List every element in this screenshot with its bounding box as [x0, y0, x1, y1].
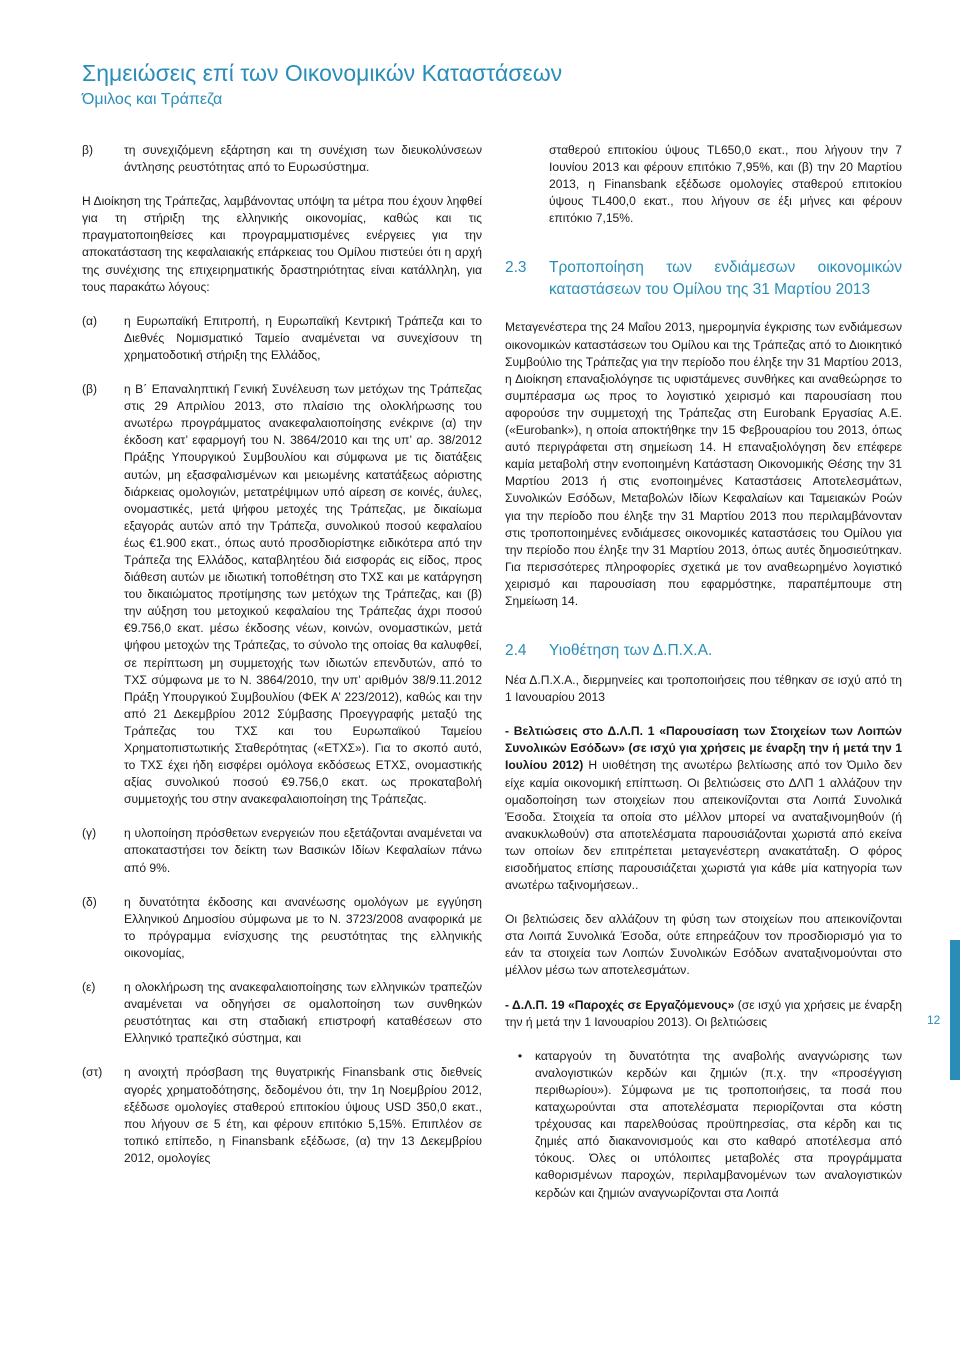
list-item-label: (ε) — [82, 980, 96, 995]
list-item-text: η Ευρωπαϊκή Επιτροπή, η Ευρωπαϊκή Κεντρική Τράπεζα και το Διεθνές Νομισματικό Ταμείο αναμένεται να συνεχίσουν τη χρηματοδοτική στήριξη της Ελλάδος, — [124, 313, 482, 362]
ias19-bullet — [505, 1048, 902, 1202]
list-item-b — [82, 381, 482, 808]
right-column — [505, 142, 902, 1202]
ias1-text: Η υιοθέτηση της ανωτέρω βελτίωσης από τον Όμιλο δεν είχε καμία οικονομική επίπτωση. Οι βελτιώσεις στο ΔΛΠ 1 αλλάζουν την ομαδοποίηση των στοιχείων που απεικονίζονται στα Λοιπά Συνολικά Έσοδα. Στοιχεία τα οποία στο μέλλον μπορεί να αναταξινομηθούν (ή ανακυκλωθούν) στα αποτελέσματα παρουσιάζονται χωριστά από εκείνα των οποίων δεν επιτρέπεται μεταγενέστερη ανακατάταξη. Ο φόρος εισοδήματος επίσης παρουσιάζεται χωριστά για κάθε μία κατηγορία των ανωτέρω ταξινομήσεων.. — [505, 758, 903, 893]
list-item-text: η υλοποίηση πρόσθετων ενεργειών που εξετάζονται αναμένεται να αποκαταστήσει τον δείκτη των Βασικών Ιδίων Κεφαλαίων πάνω από 9%. — [124, 826, 482, 875]
section-number: 2.3 — [505, 259, 527, 277]
ias1-paragraph — [505, 723, 902, 894]
intro-item — [82, 142, 482, 176]
intro-item-text: τη συνεχιζόμενη εξάρτηση και τη συνέχιση των διευκολύνσεων άντλησης ρευστότητας από το Ευρωσύστημα. — [124, 143, 482, 175]
section-2-4-intro: Νέα Δ.Π.Χ.Α., διερμηνείες και τροποποιήσεις που τέθηκαν σε ισχύ από τη 1 Ιανουαρίου 2013 — [505, 673, 902, 705]
bullet-icon: • — [517, 1048, 523, 1063]
list-item-label: (α) — [82, 313, 98, 328]
ias1-paragraph-2: Οι βελτιώσεις δεν αλλάζουν τη φύση των στοιχείων που απεικονίζονται στα Λοιπά Συνολικά Έσοδα, ούτε επηρεάζουν τον προσδιορισμό για το εάν τα στοιχεία των Λοιπών Συνολικών Εσόδων αναταξινομούνται στο μέλλον μέσω των αποτελεσμάτων. — [505, 912, 902, 978]
list-item-label: (γ) — [82, 826, 97, 841]
page-subtitle: Όμιλος και Τράπεζα — [82, 91, 223, 108]
list-item-label: (στ) — [82, 1065, 103, 1080]
section-title: Υιοθέτηση των Δ.Π.Χ.Α. — [549, 642, 713, 660]
ias19-text: (σε ισχύ για χρήσεις με έναρξη την ή μετά την 1 Ιανουαρίου 2013). Οι βελτιώσεις — [505, 997, 903, 1029]
intro-item-label: β) — [82, 143, 93, 157]
list-item-e — [82, 979, 482, 1047]
continuation-paragraph: σταθερού επιτοκίου ύψους TL650,0 εκατ., που λήγουν την 7 Ιουνίου 2013 και φέρουν επιτόκιο 7,95%, και (β) την 20 Μαρτίου 2013, η Finansbank εξέδωσε ομολογίες σταθερού επιτοκίου ύψους TL400,0 εκατ., που λήγουν σε έξι μήνες και φέρουν επιτόκιο 7,15%. — [549, 143, 902, 226]
list-item-text: η δυνατότητα έκδοσης και ανανέωσης ομολόγων με εγγύηση Ελληνικού Δημοσίου σύμφωνα με το Ν. 3723/2008 αναφορικά με το πρόγραμμα ενίσχυσης της ρευστότητας της ελληνικής οικονομίας, — [124, 894, 482, 960]
section-title: Τροποποίηση των ενδιάμεσων οικονομικών καταστάσεων του Ομίλου της 31 Μαρτίου 2013 — [549, 259, 902, 299]
list-item-text: η ολοκλήρωση της ανακεφαλαιοποίησης των ελληνικών τραπεζών αναμένεται να οδηγήσει σε ομαλοποίηση των συνθηκών ρευστότητας και στη σταδιακή επιστροφή καταθέσεων στο Ελληνικό τραπεζικό σύστημα, και — [124, 980, 482, 1046]
section-2-4-heading — [505, 640, 902, 662]
bullet-text: καταργούν τη δυνατότητα της αναβολής αναγνώρισης των αναλογιστικών κερδών και ζημιών (π.χ. την «προσέγγιση περιθωρίου»). Σύμφωνα με τις τροποποιήσεις, τα ποσά που καταχωρούνται στα αποτελέσματα περιορίζονται στα κόστη τρέχουσας και παρελθούσας προϋπηρεσίας, στα κέρδη και τις ζημιές από διακανονισμούς και στο καθαρό αποτέλεσμα από τόκους. Όλες οι υπόλοιπες μεταβολές στα προγράμματα καθορισμένων παροχών, περιλαμβανομένων των αναλογιστικών κερδών και ζημιών αναγνωρίζονται στα Λοιπά — [535, 1048, 902, 1200]
ias1-heading: - Βελτιώσεις στο Δ.Λ.Π. 1 «Παρουσίαση των Στοιχείων των Λοιπών Συνολικών Εσόδων» (σε ισχύ για χρήσεις με έναρξη την ή μετά την 1 Ιουλίου 2012) — [505, 724, 902, 773]
page-title: Σημειώσεις επί των Οικονομικών Καταστάσεων — [82, 60, 563, 86]
going-concern-paragraph: Η Διοίκηση της Τράπεζας, λαμβάνοντας υπόψη τα μέτρα που έχουν ληφθεί για τη στήριξη της ελληνικής οικονομίας, καθώς και τις πραγματοποιηθείσες και προγραμματισμένες ενέργειες για την αποκατάσταση της κεφαλαιακής επάρκειας του Ομίλου πιστεύει ότι η αρχή της συνέχισης της επιχειρηματικής δραστηριότητας είναι κατάλληλη, για τους παρακάτω λόγους: — [82, 194, 482, 294]
section-2-3-heading — [505, 257, 902, 301]
list-item-label: (β) — [82, 382, 98, 397]
list-item-text: η ανοιχτή πρόσβαση της θυγατρικής Finansbank στις διεθνείς αγορές χρηματοδότησης, δεδομένου ότι, την 1η Νοεμβρίου 2012, εξέδωσε ομολογίες σταθερού επιτοκίου ύψους USD 350,0 εκατ., που λήγουν σε 5 έτη, και φέρουν επιτόκιο 5,15%. Επιπλέον σε τοπικό επίπεδο, η Finansbank εξέδωσε, (α) την 13 Δεκεμβρίου 2012, ομολογίες — [124, 1065, 482, 1165]
list-item-a — [82, 313, 482, 364]
ias19-heading: - Δ.Λ.Π. 19 «Παροχές σε Εργαζόμενους» — [505, 997, 735, 1012]
ias19-paragraph — [505, 997, 902, 1031]
list-item-st — [82, 1064, 482, 1167]
list-item-text: η Β΄ Επαναληπτική Γενική Συνέλευση των μετόχων της Τράπεζας στις 29 Απριλίου 2013, στο πλαίσιο της ολοκλήρωσης του ανωτέρω προγράμματος ανακεφαλαιοποίησης ενέκρινε (α) την έκδοση κατ’ εφαρμογή του Ν. 3864/2010 και της υπ’ αρ. 38/2012 Πράξης Υπουργικού Συμβουλίου και σύμφωνα με τις διατάξεις αυτών, μη εξασφαλισμένων και μειωμένης κατατάξεως αόριστης διάρκειας ομολογιών, μετατρέψιμων υπό αίρεση σε κοινές, άυλες, ονομαστικές, μετά ψήφου μετοχές της Τράπεζας, με δικαίωμα εξαγοράς αυτών από την Τράπεζα, συνολικού ποσού κεφαλαίου έως €1.900 εκατ., όπως αυτό προσδιορίστηκε ειδικότερα από την Τράπεζα της Ελλάδος, καταβλητέου διά εισφοράς εις είδος, προς διάθεση αυτών με ιδιωτική τοποθέτηση στο ΤΧΣ και με κατάργηση του δικαιώματος προτίμησης των μετόχων της Τράπεζας, και (β) την αύξηση του μετοχικού κεφαλαίου της Τράπεζας άχρι ποσού €9.756,0 εκατ. μέσω έκδοσης νέων, κοινών, ονομαστικών, μετά ψήφου μετοχών της Τράπεζας, το σύνολο της οποίας θα καλυφθεί, σε περίπτωση μη συμμετοχής των ιδιωτών επενδυτών, από το ΤΧΣ σύμφωνα με το Ν. 3864/2010, την υπ’ αριθμόν 38/9.11.2012 Πράξη Υπουργικού Συμβουλίου (ΦΕΚ Α’ 223/2012), καθώς και την από 21 Δεκεμβρίου 2012 Σύμβασης Προεγγραφής μεταξύ της Τράπεζας του ΤΧΣ και του Ευρωπαϊκού Ταμείου Χρηματοπιστωτικής Σταθερότητας («ΕΤΧΣ»). Για το σκοπό αυτό, το ΤΧΣ έχει ήδη εισφέρει ομόλογα εκδόσεως ΕΤΧΣ, ονομαστικής αξίας συνολικού ποσού €9.756,0 εκατ. ως προκαταβολή συμμετοχής του στην ανακεφαλαιοποίηση της Τράπεζας. — [124, 382, 482, 807]
page-edge-bar — [950, 940, 960, 1080]
left-column — [82, 142, 482, 1167]
page-number: 12 — [927, 1013, 941, 1027]
list-item-d — [82, 894, 482, 962]
section-number: 2.4 — [505, 642, 527, 660]
list-item-c — [82, 825, 482, 876]
list-item-label: (δ) — [82, 894, 97, 909]
section-2-3-body: Μεταγενέστερα της 24 Μαΐου 2013, ημερομηνία έγκρισης των ενδιάμεσων οικονομικών καταστάσεων του Ομίλου και της Τράπεζας από το Διοικητικό Συμβούλιο της Τράπεζας για την περίοδο που έληξε την 31 Μαρτίου 2013, η Διοίκηση επαναξιολόγησε τις υφιστάμενες συνθήκες και αναθεώρησε το συμπέρασμα ως προς το λογιστικό χειρισμό και παρουσίαση που αφορούσε την συμμετοχή της Τράπεζας στη Eurobank Εργασίας Α.Ε. («Eurobank»), η οποία αποκτήθηκε την 15 Φεβρουαρίου του 2013, όπως αυτό περιγράφεται στη σημείωση 14. Η επαναξιολόγηση δεν επέφερε καμία μεταβολή στην ενοποιημένη Κατάσταση Οικονομικής Θέσης την 31 Μαρτίου 2013 ή στις ενοποιημένες Καταστάσεις Αποτελεσμάτων, Συνολικών Εσόδων, Μεταβολών Ιδίων Κεφαλαίων και Ταμειακών Ροών για την περίοδο που έληξε την 31 Μαρτίου 2013 που περιλαμβάνονταν στις τροποποιημένες ενδιάμεσες οικονομικές καταστάσεις του Ομίλου για την περίοδο που έληξε την 31 Μαρτίου 2013, όπως αυτές δημοσιεύτηκαν. Για περισσότερες πληροφορίες σχετικά με τον αναθεωρημένο λογιστικό χειρισμό και παρουσίαση που εφαρμόστηκε, παραπέμπουμε στη Σημείωση 14. — [505, 320, 902, 608]
